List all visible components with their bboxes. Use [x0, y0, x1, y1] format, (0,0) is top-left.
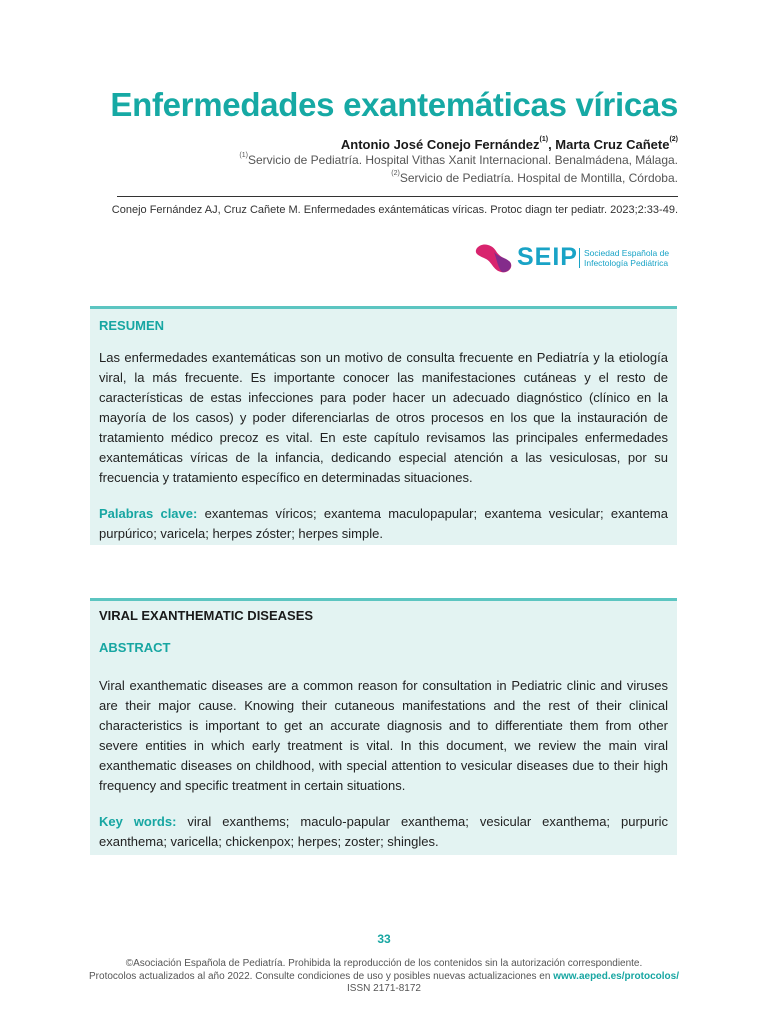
- logo-line-1: Sociedad Española de: [584, 248, 670, 258]
- logo-society-name: [584, 248, 669, 268]
- affiliation-1: [239, 153, 678, 167]
- footer-issn: ISSN 2171-8172: [347, 983, 421, 994]
- keywords-text: exantemas víricos; exantema maculopapular; exantema vesicular; exantema purpúrico; varicela; herpes zóster; herpes simple.: [99, 506, 668, 541]
- abstract-title: VIRAL EXANTHEMATIC DISEASES: [99, 608, 314, 623]
- affiliation-marker: (1): [239, 152, 248, 159]
- page-number: 33: [377, 932, 391, 946]
- author-affiliation-marker: (2): [669, 136, 678, 143]
- logo-separator: [579, 248, 580, 268]
- abstract-body: Viral exanthematic diseases are a common reason for consultation in Pediatric clinic and viruses are their major cause. Knowing their cutaneous manifestations and the rest of their clinical characteristics is important to get an accurate diagnosis and to differentiate them from other severe entities in which early treatment is vital. In this document, we review the main viral exanthematic diseases on childhood, with special attention to vesicular diseases due to their high frequency and specific treatment in certain situations.: [99, 678, 668, 793]
- abstract-keywords: [99, 812, 668, 852]
- affiliation-text: Servicio de Pediatría. Hospital de Montilla, Córdoba.: [399, 171, 678, 185]
- author-separator: ,: [548, 137, 556, 152]
- seip-logo-icon: [474, 242, 514, 274]
- affiliation-marker: (2): [391, 170, 400, 177]
- author-name: Marta Cruz Cañete: [555, 137, 670, 152]
- abstract-heading: ABSTRACT: [99, 640, 171, 655]
- affiliation-2: [391, 171, 678, 185]
- seip-wordmark: SEIP: [517, 243, 578, 271]
- author-affiliation-marker: (1): [539, 136, 549, 143]
- seip-logo: [474, 240, 680, 276]
- footer-copyright: ©Asociación Española de Pediatría. Prohibida la reproducción de los contenidos sin la autorización correspondiente.: [125, 958, 643, 969]
- footer-update-text: Protocolos actualizados al año 2022. Consulte condiciones de uso y posibles nuevas actualizaciones en: [89, 971, 554, 982]
- citation-text: Conejo Fernández AJ, Cruz Cañete M. Enfermedades exántemáticas víricas. Protoc diagn ter pediatr. 2023;2:33-49.: [111, 204, 678, 216]
- keywords-label: Palabras clave:: [99, 506, 198, 521]
- resumen-keywords: [99, 504, 668, 544]
- protocols-link[interactable]: www.aeped.es/protocolos/: [553, 971, 679, 982]
- author-line: [341, 137, 678, 152]
- keywords-text: viral exanthems; maculo-papular exanthema; vesicular exanthema; purpuric exanthema; varicella; chickenpox; herpes; zoster; shingles.: [99, 814, 668, 849]
- resumen-box: [90, 306, 677, 545]
- keywords-label: Key words:: [99, 814, 177, 829]
- footer-updates: [0, 971, 768, 982]
- affiliation-text: Servicio de Pediatría. Hospital Vithas Xanit Internacional. Benalmádena, Málaga.: [247, 153, 678, 167]
- header-divider: [117, 196, 678, 197]
- author-name: Antonio José Conejo Fernández: [340, 137, 540, 152]
- article-title: Enfermedades exantemáticas víricas: [110, 86, 678, 123]
- logo-line-2: Infectología Pediátrica: [584, 258, 669, 268]
- resumen-heading: RESUMEN: [99, 318, 165, 333]
- resumen-body: Las enfermedades exantemáticas son un motivo de consulta frecuente en Pediatría y la etiología viral, la más frecuente. Es importante conocer las manifestaciones cutáneas y el resto de características de estas infecciones para poder hacer un adecuado diagnóstico (clínico en la mayoría de los casos) y poder diferenciarlas de otros procesos en los que la instauración de tratamiento médico precoz es vital. En este capítulo revisamos las principales enfermedades exantemáticas víricas de la infancia, dedicando especial atención a las vesiculosas, por su frecuencia y tratamiento específico en determinadas situaciones.: [99, 350, 668, 485]
- abstract-box: [90, 598, 677, 855]
